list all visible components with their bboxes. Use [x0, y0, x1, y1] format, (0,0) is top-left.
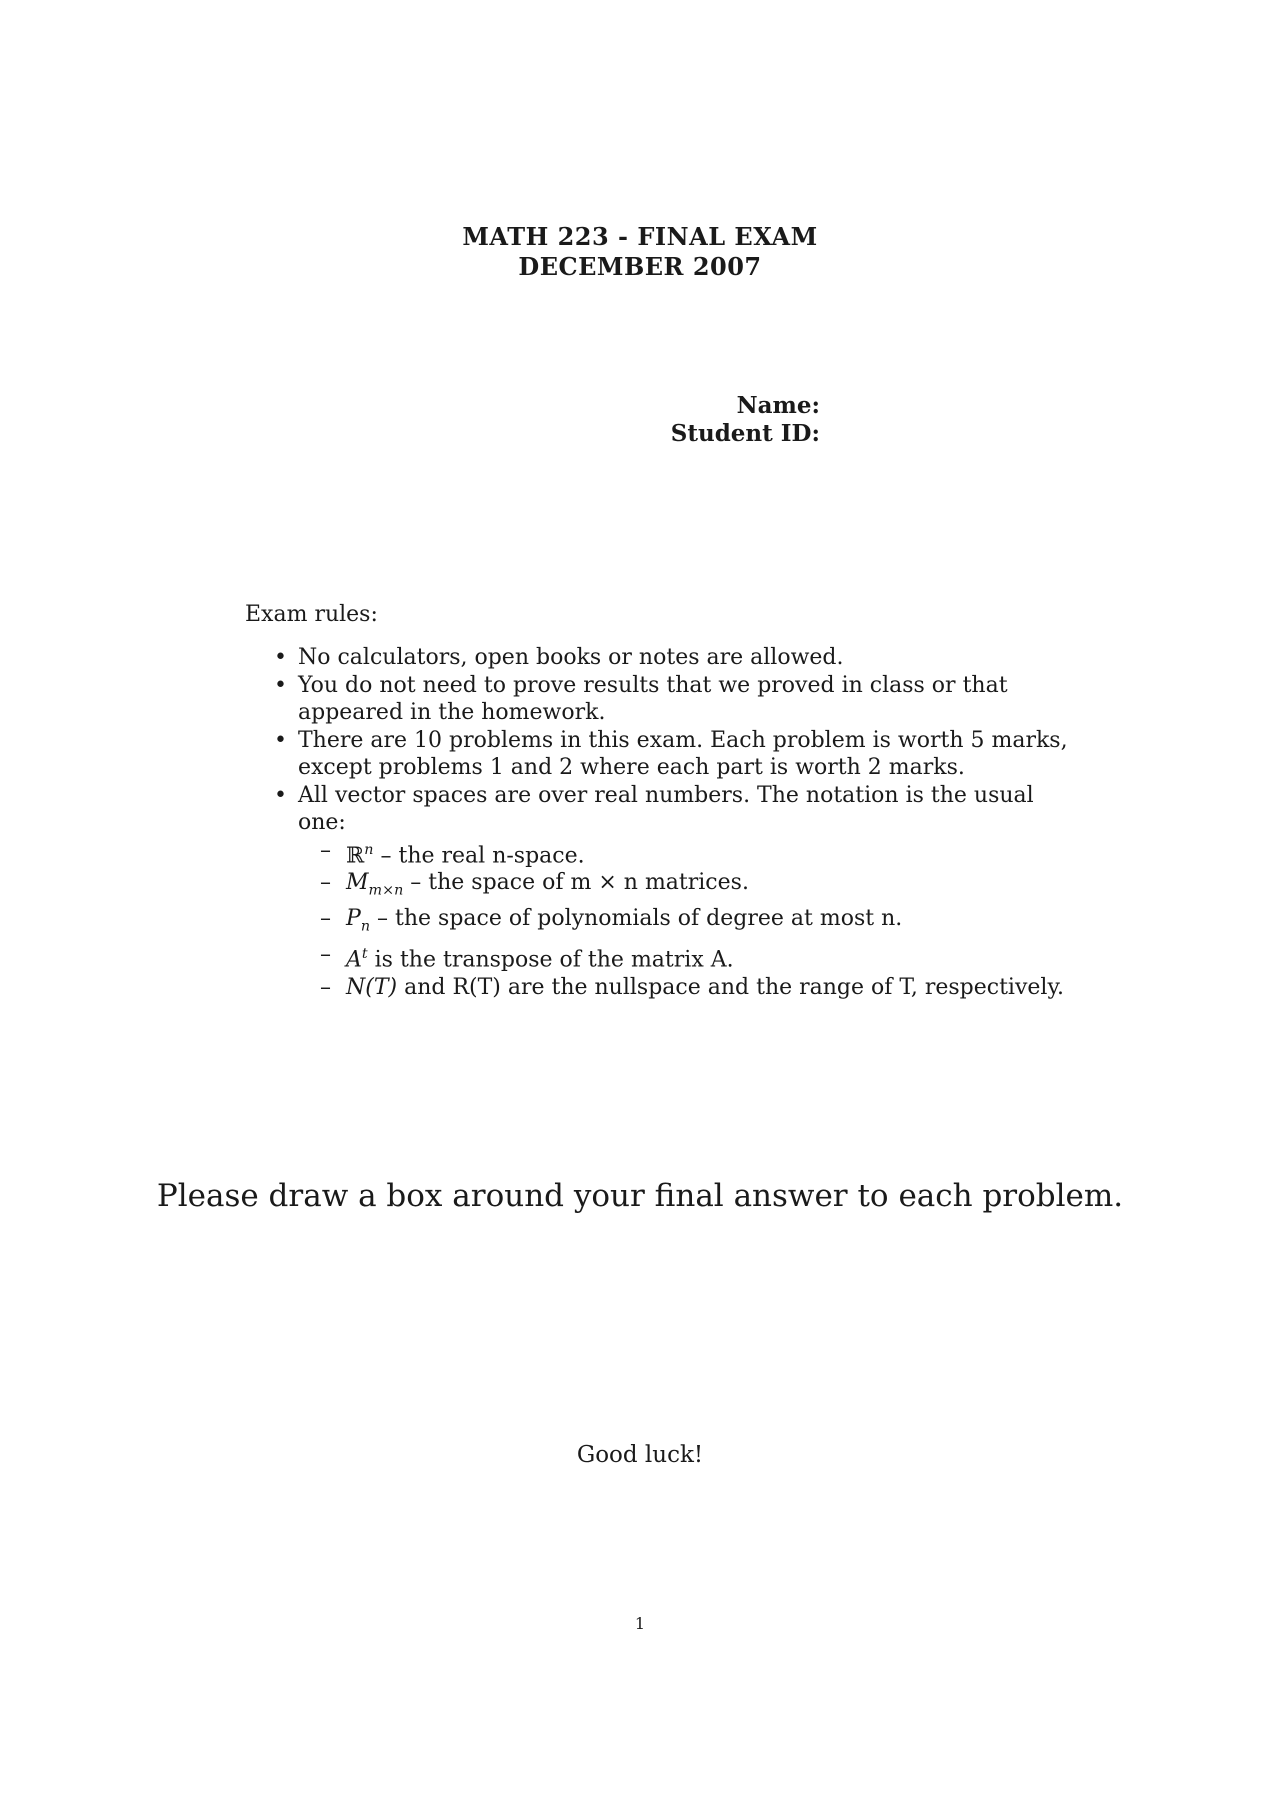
notation-text: and R(T) are the nullspace and the range of T, respectively.	[397, 974, 1064, 1000]
notation-symbol: ℝ	[346, 842, 365, 868]
notation-symbol: A	[346, 947, 362, 973]
notation-item	[320, 869, 1080, 905]
notation-item	[320, 837, 1080, 870]
notation-item	[320, 905, 1080, 941]
box-answer-instruction: Please draw a box around your final answer to each problem.	[156, 1178, 1124, 1214]
notation-text: is the transpose of the matrix A.	[367, 947, 734, 973]
rule-item: • All vector spaces are over real numbers. The notation is the usual one:	[270, 782, 1080, 837]
rules-heading: Exam rules:	[245, 602, 378, 627]
student-id-label: Student ID:	[670, 420, 820, 447]
rule-item: • There are 10 problems in this exam. Each problem is worth 5 marks, except problems 1 and 2 where each part is worth 2 marks.	[270, 727, 1080, 782]
page-number: 1	[634, 1614, 646, 1633]
notation-text: – the real n-space.	[373, 842, 585, 868]
notation-text: – the space of polynomials of degree at most n.	[370, 906, 903, 932]
good-luck-text: Good luck!	[576, 1442, 704, 1468]
notation-sup: n	[364, 841, 374, 858]
notation-text: – the space of m × n matrices.	[403, 870, 749, 896]
notation-sub: n	[360, 918, 371, 935]
exam-title: MATH 223 - FINAL EXAM	[462, 222, 818, 251]
notation-sub: m×n	[368, 882, 404, 899]
notation-list	[270, 837, 1080, 1002]
notation-symbol: M	[346, 870, 369, 896]
rules-list	[270, 644, 1080, 1001]
notation-sup: t	[361, 946, 368, 963]
name-label: Name:	[736, 392, 820, 419]
exam-date: DECEMBER 2007	[518, 252, 762, 281]
notation-item	[320, 941, 1080, 974]
notation-symbol: N(T)	[346, 974, 398, 1000]
notation-item	[320, 974, 1080, 1002]
notation-symbol: P	[346, 906, 361, 932]
rule-item: • You do not need to prove results that we proved in class or that appeared in the homework.	[270, 672, 1080, 727]
rule-item: • No calculators, open books or notes are allowed.	[270, 644, 1080, 672]
